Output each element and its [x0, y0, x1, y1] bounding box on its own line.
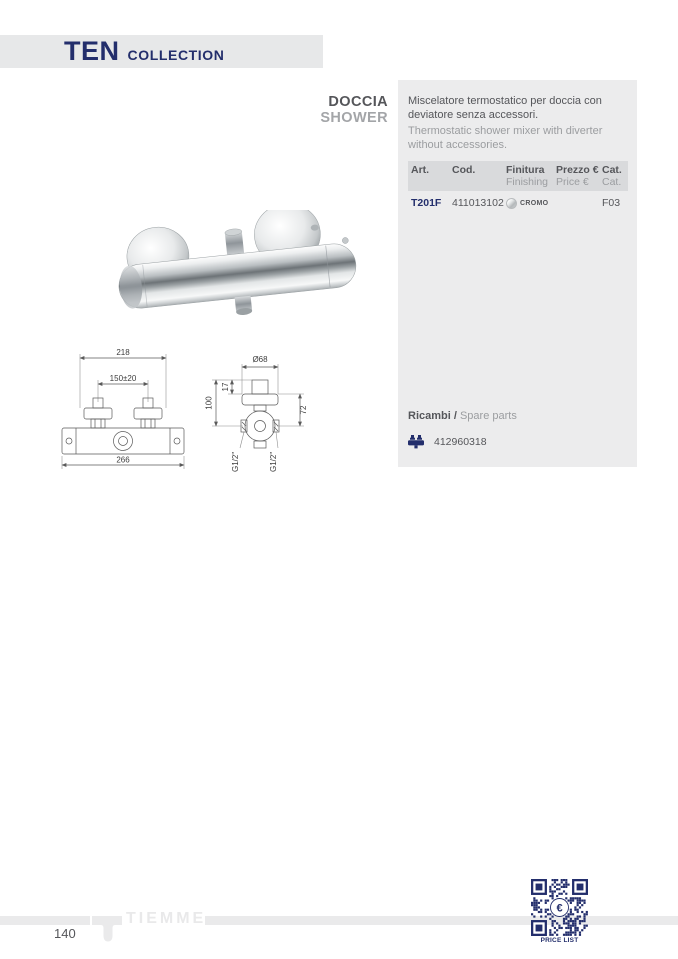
footer-bar-right — [205, 916, 678, 925]
category-title-english: SHOWER — [320, 110, 388, 126]
dim-diameter: Ø68 — [252, 355, 268, 364]
dim-depth: 72 — [299, 405, 308, 415]
table-header-row — [408, 161, 628, 191]
description-english: Thermostatic shower mixer with diverter without accessories. — [408, 125, 603, 151]
technical-drawing-side — [204, 354, 312, 483]
category-cell: F03 — [602, 197, 621, 209]
info-panel — [398, 80, 637, 467]
dim-overall-width: 266 — [116, 455, 130, 465]
product-code: 411013102 — [452, 197, 504, 209]
dim-top-offset: 17 — [221, 382, 230, 392]
column-header-price: Prezzo € Price € — [556, 164, 599, 188]
finish-cell — [506, 198, 556, 209]
price-list-qr-code[interactable] — [531, 879, 588, 936]
spare-part-mixer-icon — [408, 435, 424, 449]
column-header-cat: Cat. Cat. — [602, 164, 622, 188]
column-header-finish: Finitura Finishing — [506, 164, 549, 188]
product-photo — [108, 210, 366, 333]
spare-part-code: 412960318 — [434, 436, 487, 448]
article-code: T201F — [411, 197, 442, 209]
dim-centers-width: 150±20 — [109, 374, 137, 383]
bottom-outlet-fitting — [235, 296, 253, 316]
spare-parts-section — [408, 410, 517, 449]
thread-label-right: G1/2" — [269, 451, 278, 472]
chrome-finish-swatch-icon — [506, 198, 517, 209]
page-number: 140 — [54, 926, 76, 941]
spare-parts-heading: Ricambi / Spare parts — [408, 410, 517, 422]
brand-watermark: TIEMME — [126, 910, 207, 927]
category-title-italian: DOCCIA — [328, 94, 388, 110]
top-outlet-fitting — [225, 228, 245, 255]
tiemme-logo-icon — [92, 916, 123, 944]
qr-code-label: PRICE LIST — [540, 937, 579, 944]
footer-bar-left — [0, 916, 90, 925]
technical-drawing-front — [56, 346, 190, 477]
finish-label: CROMO — [520, 199, 549, 207]
dim-top-width: 218 — [116, 348, 130, 357]
collection-name: TEN — [64, 36, 120, 66]
dim-height: 100 — [204, 396, 214, 410]
price-table — [408, 161, 628, 209]
collection-suffix: COLLECTION — [127, 47, 225, 63]
table-row — [408, 191, 628, 209]
spare-part-item — [408, 435, 517, 449]
collection-banner — [0, 35, 323, 68]
thread-label-left: G1/2" — [231, 451, 240, 472]
column-header-cod: Cod. — [452, 164, 476, 176]
euro-symbol: € — [556, 902, 563, 915]
description-italian: Miscelatore termostatico per doccia con deviatore senza accessori. — [408, 95, 602, 121]
column-header-art: Art. — [411, 164, 430, 176]
product-category-title — [250, 94, 388, 126]
